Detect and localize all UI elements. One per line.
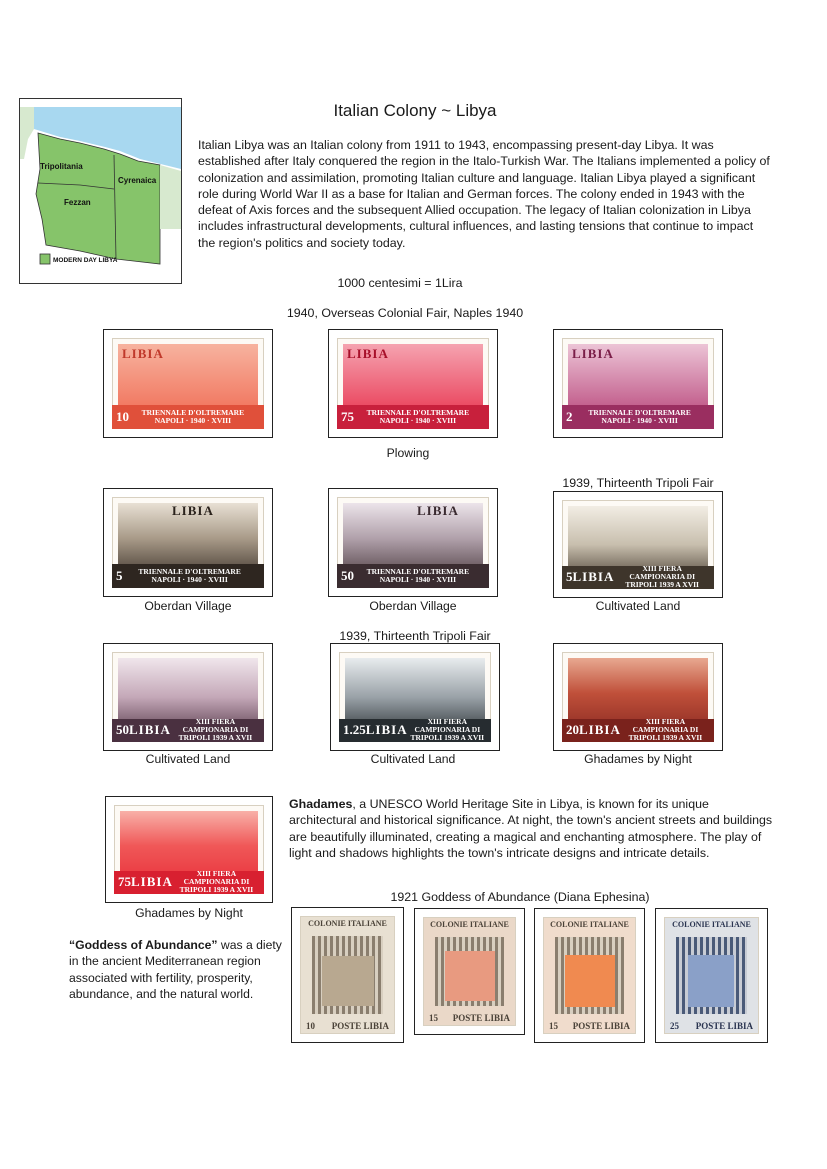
stamp-line1: TRIENNALE D'OLTREMARE [588, 408, 691, 418]
stamp-line1: TRIENNALE D'OLTREMARE [138, 567, 241, 577]
stamp-frame [330, 643, 500, 751]
stamp-bottom: POSTE LIBIA [572, 1021, 630, 1031]
stamp-country: LIBIA [417, 503, 459, 518]
stamp-country: LIBIA [579, 722, 621, 738]
caption-ghadames: Ghadames by Night [584, 752, 692, 766]
stamp-goddess-25 [664, 917, 759, 1034]
stamp-ghadames-20 [562, 652, 714, 742]
stamp-plowing-2 [562, 338, 714, 429]
caption-oberdan: Oberdan Village [144, 599, 232, 613]
stamp-frame [534, 908, 645, 1043]
stamp-ghadames-75 [114, 805, 264, 894]
ghadames-paragraph [289, 796, 779, 861]
stamp-value: 15 [549, 1021, 558, 1031]
stamp-value: 10 [116, 409, 129, 425]
stamp-goddess-15b [543, 917, 636, 1034]
currency-note: 1000 centesimi = 1Lira [337, 276, 463, 290]
stamp-bottom: POSTE LIBIA [452, 1013, 510, 1023]
stamp-line2: TRIPOLI 1939 A XVII [625, 580, 699, 589]
ghadames-term: Ghadames [289, 797, 353, 811]
stamp-value: 75 [341, 409, 354, 425]
stamp-frame [103, 329, 273, 438]
page-title: Italian Colony ~ Libya [333, 101, 497, 120]
stamp-value: 15 [429, 1013, 438, 1023]
stamp-line1: TRIENNALE D'OLTREMARE [366, 567, 470, 577]
stamp-frame [553, 329, 723, 438]
caption-ghadames: Ghadames by Night [135, 906, 243, 920]
caption-cultivated: Cultivated Land [595, 599, 681, 613]
stamp-country: LIBIA [572, 569, 615, 585]
stamp-line2: TRIPOLI 1939 A XVII [178, 733, 253, 742]
stamp-top: COLONIE ITALIANE [672, 920, 751, 929]
stamp-bottom: POSTE LIBIA [695, 1021, 753, 1031]
stamp-cultivated-50 [112, 652, 264, 742]
stamp-line2: NAPOLI · 1940 · XVIII [601, 416, 678, 426]
stamp-top: COLONIE ITALIANE [308, 919, 387, 928]
ghadames-text: , a UNESCO World Heritage Site in Libya, is known for its unique architectural and historical significance. At night, the town's ancient streets and buildings are beautifully illuminated, creating a magical and enchanting atmosphere. The play of light and shadows highlights the town's intricate designs and intricate details. [289, 797, 773, 860]
stamp-cultivated-5 [562, 500, 714, 589]
goddess-text: was a diety in the ancient Mediterranean region associated with fertility, prosperity, abundance, and the natural world. [69, 938, 282, 1001]
stamp-value: 5 [116, 568, 123, 584]
stamp-country: LIBIA [122, 346, 164, 361]
set-1921-heading: 1921 Goddess of Abundance (Diana Ephesina) [390, 890, 650, 904]
set-1939-heading: 1939, Thirteenth Tripoli Fair [339, 629, 491, 643]
stamp-plowing-75 [337, 338, 489, 429]
stamp-line1: XIII FIERA CAMPIONARIA DI [183, 869, 250, 887]
stamp-line2: NAPOLI · 1940 · XVIII [151, 575, 228, 585]
stamp-value: 20 [566, 722, 579, 738]
stamp-country: LIBIA [129, 722, 171, 738]
stamp-goddess-10 [300, 916, 395, 1034]
stamp-line2: NAPOLI · 1940 · XVIII [154, 416, 231, 426]
stamp-frame [328, 488, 498, 597]
stamp-line2: NAPOLI · 1940 · XVIII [379, 416, 456, 426]
stamp-frame [291, 907, 404, 1043]
stamp-line2: NAPOLI · 1940 · XVIII [379, 575, 456, 585]
stamp-bottom: POSTE LIBIA [331, 1021, 389, 1031]
goddess-figure [322, 956, 374, 1006]
stamp-country: LIBIA [572, 346, 614, 361]
set-1939-heading: 1939, Thirteenth Tripoli Fair [562, 476, 714, 490]
stamp-value: 75 [118, 874, 131, 890]
stamp-country: LIBIA [365, 722, 408, 738]
intro-paragraph: Italian Libya was an Italian colony from 1911 to 1943, encompassing present-day Libya. It was established after Italy conquered the region in the Italo-Turkish War. The Italians implemented a policy of colonization and assimilation, promoting Italian culture and language. Italian Libya played a significant role during World War II as a base for Italian and German forces. The colony ended in 1943 with the defeat of Axis forces and the subsequent Allied occupation. The legacy of Italian colonization in Libya includes infrastructural developments, cultural influences, and lasting tensions that continue to impact the region's politics and society today. [198, 138, 770, 250]
stamp-frame [105, 796, 273, 903]
stamp-frame [328, 329, 498, 438]
caption-cultivated: Cultivated Land [145, 752, 231, 766]
stamp-frame [553, 491, 723, 598]
goddess-paragraph [69, 937, 284, 1002]
region-fezzan: Fezzan [64, 198, 91, 207]
stamp-value: 5 [566, 569, 573, 585]
stamp-frame [655, 908, 768, 1043]
stamp-value: 2 [566, 409, 573, 425]
stamp-oberdan-50 [337, 497, 489, 588]
stamp-goddess-15a [423, 917, 516, 1026]
stamp-frame [414, 908, 525, 1035]
stamp-line2: TRIPOLI 1939 A XVII [179, 885, 254, 894]
set-1940-heading: 1940, Overseas Colonial Fair, Naples 1940 [286, 306, 524, 320]
stamp-value: 50 [341, 568, 354, 584]
goddess-term: “Goddess of Abundance” [69, 938, 218, 952]
stamp-top: COLONIE ITALIANE [430, 920, 509, 929]
stamp-frame [103, 488, 273, 597]
region-cyrenaica: Cyrenaica [118, 176, 157, 185]
stamp-plowing-10 [112, 338, 264, 429]
region-tripolitania: Tripolitania [40, 162, 83, 171]
goddess-figure [565, 955, 615, 1007]
map-graphic [20, 99, 181, 283]
goddess-figure [445, 951, 495, 1001]
caption-cultivated: Cultivated Land [370, 752, 456, 766]
libya-map [19, 98, 182, 284]
stamp-line2: TRIPOLI 1939 A XVII [628, 733, 703, 742]
stamp-value: 25 [670, 1021, 679, 1031]
stamp-line1: XIII FIERA CAMPIONARIA DI [632, 717, 699, 735]
stamp-frame [553, 643, 723, 751]
stamp-value: 10 [306, 1021, 315, 1031]
stamp-country: LIBIA [347, 346, 389, 361]
stamp-country: LIBIA [131, 874, 173, 890]
goddess-figure [688, 955, 734, 1007]
caption-oberdan: Oberdan Village [369, 599, 457, 613]
stamp-frame [103, 643, 273, 751]
stamp-value: 50 [116, 722, 129, 738]
map-legend: MODERN DAY LIBYA [53, 257, 118, 264]
stamp-top: COLONIE ITALIANE [550, 920, 629, 929]
stamp-line1: XIII FIERA CAMPIONARIA DI [182, 717, 249, 735]
stamp-line1: XIII FIERA CAMPIONARIA DI [414, 717, 481, 735]
caption-plowing: Plowing [386, 446, 430, 460]
stamp-line1: XIII FIERA CAMPIONARIA DI [629, 564, 695, 582]
stamp-line1: TRIENNALE D'OLTREMARE [366, 408, 470, 418]
stamp-line1: TRIENNALE D'OLTREMARE [141, 408, 245, 418]
stamp-cultivated-125 [339, 652, 491, 742]
stamp-country: LIBIA [172, 503, 214, 518]
stamp-line2: TRIPOLI 1939 A XVII [410, 733, 485, 742]
stamp-value: 1.25 [343, 722, 366, 738]
stamp-oberdan-5 [112, 497, 264, 588]
